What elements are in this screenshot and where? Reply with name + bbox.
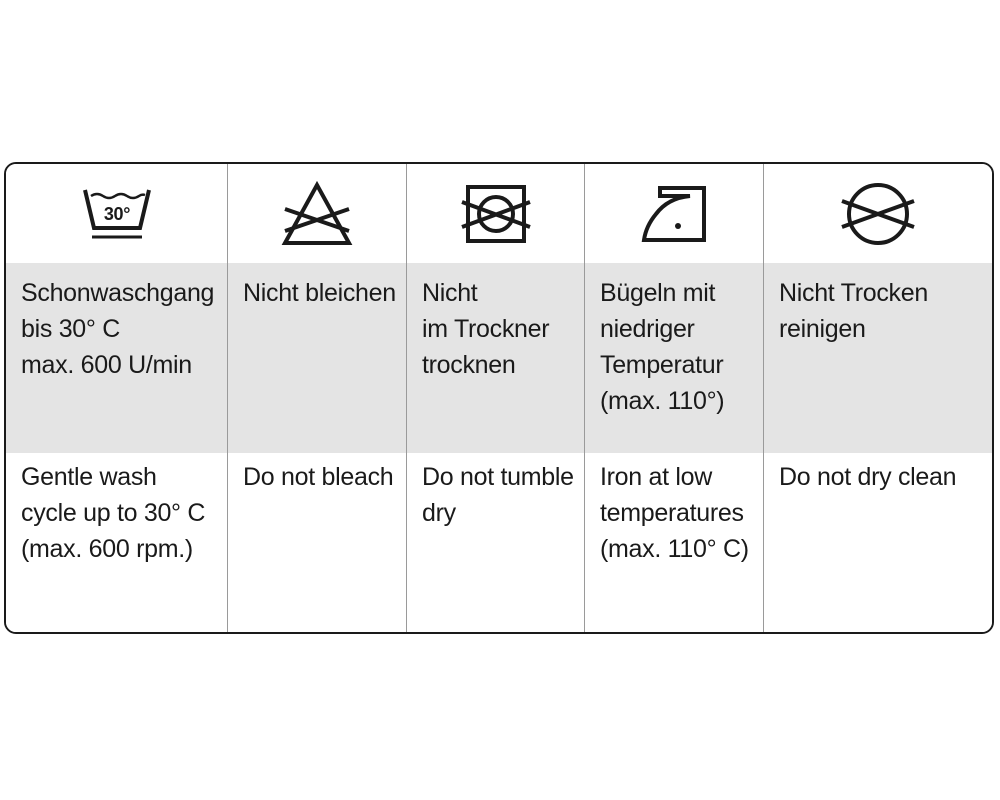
english-label-tumble-dry: Do not tumble dry (407, 453, 585, 632)
english-label-wash: Gentle wash cycle up to 30° C (max. 600 rpm.) (6, 453, 228, 632)
english-label-iron: Iron at low temperatures (max. 110° C) (585, 453, 764, 632)
german-label-iron: Bügeln mit niedriger Temperatur (max. 110°) (585, 263, 764, 453)
care-symbols-table (4, 162, 994, 634)
icon-cell-tumble-dry (407, 164, 585, 263)
iron-low-temperature-icon (638, 184, 710, 244)
icon-cell-wash (6, 164, 228, 263)
do-not-dry-clean-icon (838, 181, 918, 247)
wash-30-gentle-icon (81, 184, 153, 244)
german-label-tumble-dry: Nicht im Trockner trocknen (407, 263, 585, 453)
german-label-wash: Schonwaschgang bis 30° C max. 600 U/min (6, 263, 228, 453)
wash-temperature-label: 30° (103, 203, 130, 224)
english-label-dry-clean: Do not dry clean (764, 453, 992, 632)
icon-cell-dry-clean (764, 164, 992, 263)
english-label-bleach: Do not bleach (228, 453, 407, 632)
do-not-tumble-dry-icon (460, 182, 532, 246)
do-not-bleach-icon (281, 181, 353, 247)
german-label-dry-clean: Nicht Trocken reinigen (764, 263, 992, 453)
icon-cell-iron (585, 164, 764, 263)
icon-cell-bleach (228, 164, 407, 263)
german-label-bleach: Nicht bleichen (228, 263, 407, 453)
